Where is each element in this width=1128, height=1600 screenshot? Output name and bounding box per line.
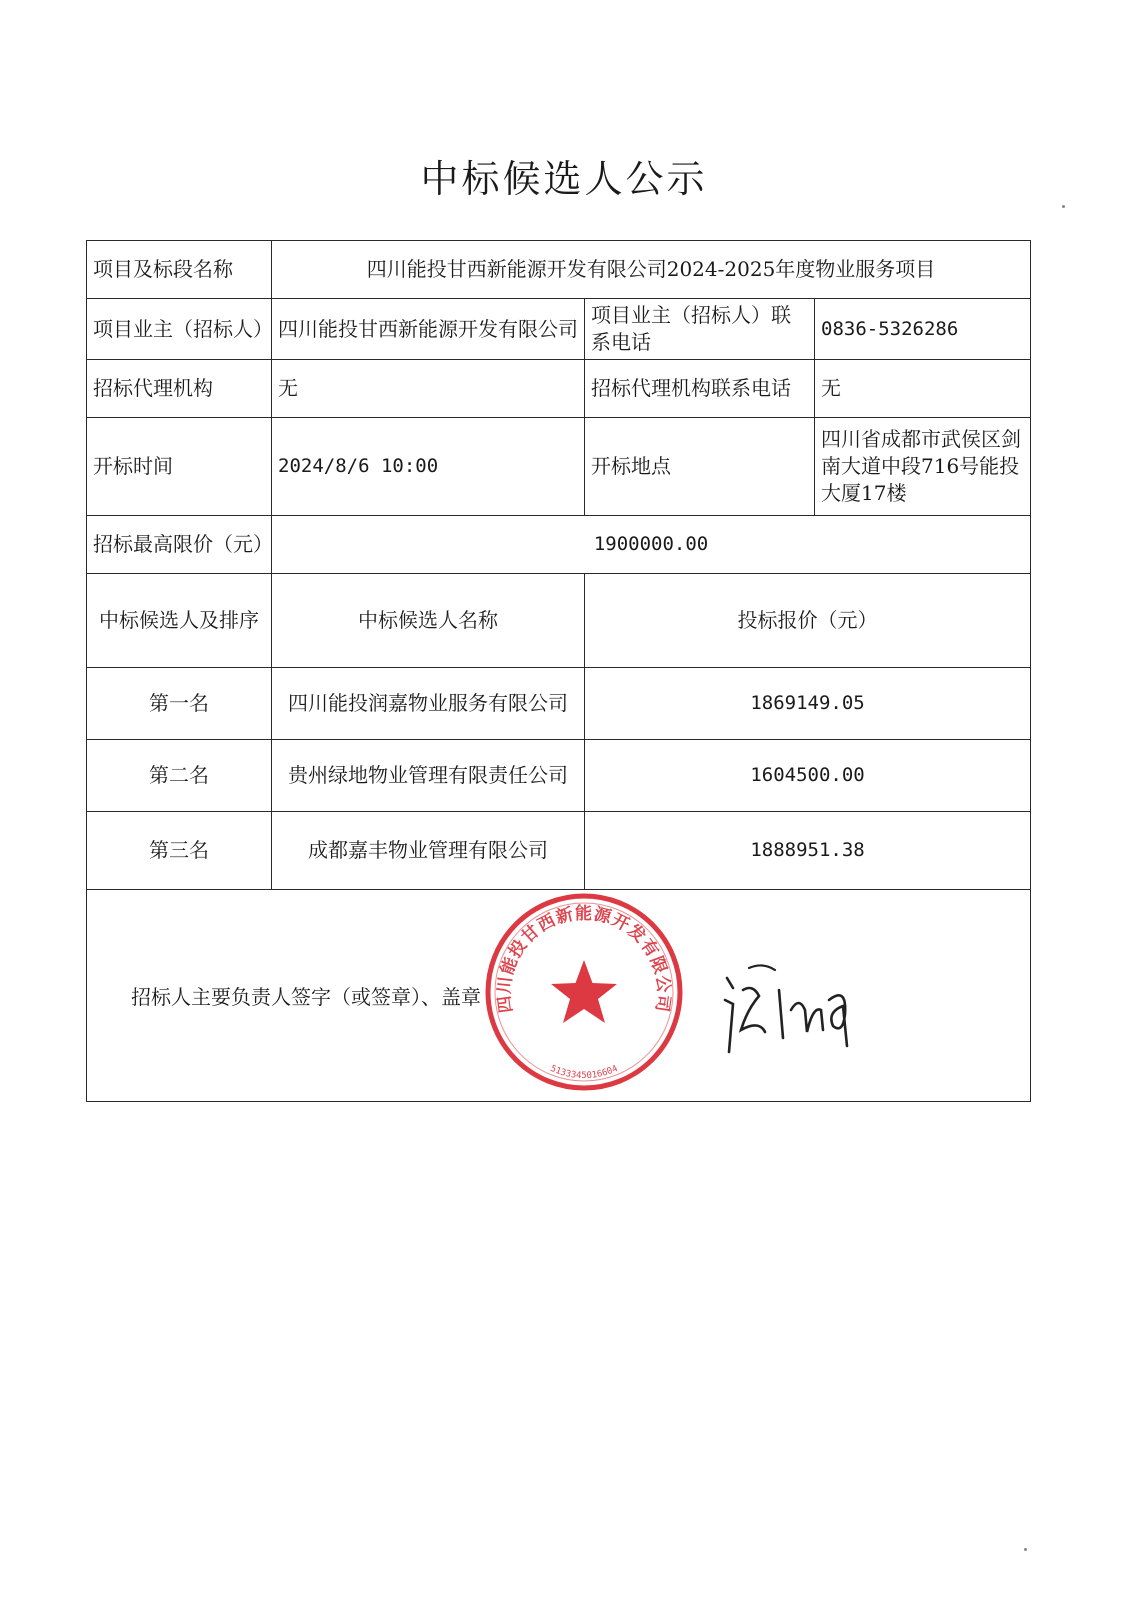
scan-speck — [1024, 1548, 1027, 1551]
owner-label: 项目业主（招标人） — [87, 299, 272, 360]
seal-code: 5133345016604 — [548, 1063, 620, 1082]
scan-speck — [1062, 205, 1065, 208]
candidate-row — [87, 812, 1031, 890]
handwritten-signature-icon — [719, 960, 869, 1060]
owner-phone-label: 项目业主（招标人）联系电话 — [585, 299, 815, 360]
candidate-price: 1888951.38 — [585, 812, 1031, 890]
candidates-header-price: 投标报价（元） — [585, 574, 1031, 668]
agency-phone-value: 无 — [815, 360, 1031, 418]
agency-label: 招标代理机构 — [87, 360, 272, 418]
candidates-header-rank: 中标候选人及排序 — [87, 574, 272, 668]
candidate-price: 1869149.05 — [585, 668, 1031, 740]
signature-cell — [87, 890, 1031, 1102]
signature-label: 招标人主要负责人签字（或签章）、盖章 — [131, 985, 481, 1009]
candidate-name: 成都嘉丰物业管理有限公司 — [272, 812, 585, 890]
candidates-header-name: 中标候选人名称 — [272, 574, 585, 668]
max-price-row — [87, 516, 1031, 574]
agency-phone-label: 招标代理机构联系电话 — [585, 360, 815, 418]
owner-value: 四川能投甘西新能源开发有限公司 — [272, 299, 585, 360]
owner-phone-value: 0836-5326286 — [815, 299, 1031, 360]
open-time-label: 开标时间 — [87, 418, 272, 516]
signature-row — [87, 890, 1031, 1102]
open-row — [87, 418, 1031, 516]
open-place-label: 开标地点 — [585, 418, 815, 516]
max-price-value: 1900000.00 — [272, 516, 1031, 574]
candidate-rank: 第三名 — [87, 812, 272, 890]
candidate-name: 贵州绿地物业管理有限责任公司 — [272, 740, 585, 812]
max-price-label: 招标最高限价（元） — [87, 516, 272, 574]
bid-candidate-table — [86, 240, 1031, 1102]
candidate-price: 1604500.00 — [585, 740, 1031, 812]
open-time-value: 2024/8/6 10:00 — [272, 418, 585, 516]
seal-company-name: 四川能投甘西新能源开发有限公司 — [494, 903, 674, 1015]
owner-row — [87, 299, 1031, 360]
project-name-value: 四川能投甘西新能源开发有限公司2024-2025年度物业服务项目 — [272, 241, 1031, 299]
project-name-row — [87, 241, 1031, 299]
candidate-rank: 第一名 — [87, 668, 272, 740]
page-title: 中标候选人公示 — [420, 157, 708, 201]
candidate-name: 四川能投润嘉物业服务有限公司 — [272, 668, 585, 740]
company-seal-icon — [484, 892, 684, 1092]
agency-row — [87, 360, 1031, 418]
svg-text:5133345016604 — [549, 1064, 620, 1081]
candidates-header-row — [87, 574, 1031, 668]
agency-value: 无 — [272, 360, 585, 418]
candidate-row — [87, 740, 1031, 812]
candidate-row — [87, 668, 1031, 740]
candidate-rank: 第二名 — [87, 740, 272, 812]
project-name-label: 项目及标段名称 — [87, 241, 272, 299]
open-place-value: 四川省成都市武侯区剑南大道中段716号能投大厦17楼 — [815, 418, 1031, 516]
